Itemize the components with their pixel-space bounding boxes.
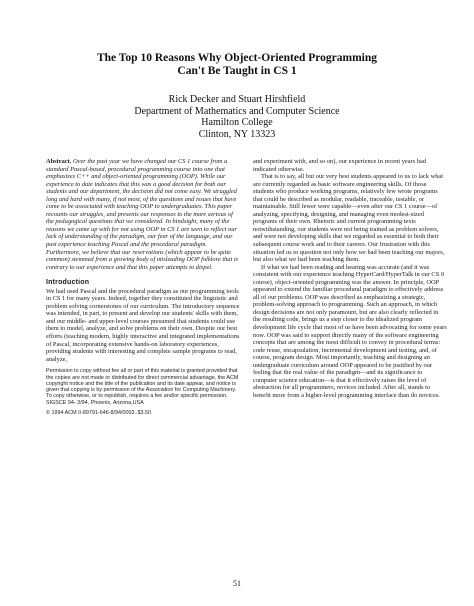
title-line-2: Can't Be Taught in CS 1: [177, 65, 297, 77]
right-paragraph-3: If what we had been reading and hearing was accurate (and it was consistent with our experience teaching HyperCard/HyperTalk in our CS 0 course), object-oriented programming was the answer. In principle, OOP appeared to extend the familiar procedural paradigm to effectively address all of our problems. OOP was described as emphasizing a strategic, problem-solving approach to programming. Such an approach, in which design decisions are not only paramount, but are also clearly reflected in the resulting code, brings us a step closer to the idealized program development life cycle that most of us have been advocating for some years now. OOP was said to support directly many of the software engineering concepts that are among the most difficult to convey in procedural terms: code reuse, encapsulation, incremental development and testing, and, of course, program design. Most importantly, teaching and designing an undergraduate curriculum around OOP appeared to be justified by our feeling that the real value of the paradigm—and its significance to computer science education—is that it effectively raises the level of abstraction for all programmers, novices included. After all, stands to benefit more from a higher-level programming interface than do novices.: [253, 263, 447, 399]
abstract: [46, 158, 240, 271]
abstract-label: Abstract.: [46, 158, 72, 165]
permission-notice: [46, 368, 240, 406]
author-institution: Hamilton College: [201, 117, 273, 128]
left-column: [46, 158, 240, 416]
paper-title: [40, 52, 434, 78]
introduction-text: We had used Pascal and the procedural paradigm as our programming tools in CS 1 for many years. Indeed, together they constituted the linguistic and problem solving cornerstones of our curriculum. The introductory sequence was intended, in part, to present and develop our students' skills with them, and our middle- and upper-level courses presumed that students could use them to model, analyze, and solve problems on their own. Despite our best efforts (teaching modern, highly interactive and integrated implementations of Pascal, incorporating extensive hands-on laboratory experiences, providing students with interesting and complete sample programs to read, analyze,: [46, 287, 240, 363]
author-names: Rick Decker and Stuart Hirshfield: [168, 94, 306, 105]
right-column: [253, 158, 447, 400]
right-paragraph-1: and experiment with, and so on), our experience in recent years had indicated otherwise.: [253, 158, 427, 173]
copyright-line: [46, 410, 240, 416]
author-location: Clinton, NY 13323: [198, 128, 276, 140]
author-department: Department of Mathematics and Computer Science: [134, 105, 340, 117]
page-number: 51: [233, 579, 241, 588]
right-paragraph-2: That is to say, all but our very best students appeared to us to lack what are currently regarded as basic software engineering skills. Of those students who produce working programs, relatively few wrote programs that could be described as modular, readable, traceable, testable, or maintainable. Still fewer were capable—even after our CS 1 course—of analyzing, specifying, designing, and managing even modest-sized programs of their own. Rhetoric and current programming texts notwithstanding, our students were not being trained as problem solvers, and were not developing skills that we regarded as essential to both their subsequent course work and to their careers. Our frustration with this situation led us to question not only how we had been teaching our majors, but also what we had been teaching them.: [253, 173, 445, 264]
author-block: [40, 94, 434, 140]
introduction-heading: Introduction: [46, 279, 90, 287]
permission-text: Permission to copy without fee all or part of this material is granted provided that the copies are not made or distributed for direct commercial advantage, the ACM copyright notice and the title of the publication and its date appear, and notice is given that copying is by permission of the Association for Computing Machinery. To copy otherwise, or to republish, requires a fee and/or specific permission.: [46, 368, 239, 400]
conference-info: SIGSCE 94- 3/94, Phoenix, Arizona,USA: [46, 399, 144, 406]
title-line-1: The Top 10 Reasons Why Object-Oriented Programming: [96, 52, 378, 64]
abstract-text: Over the past year we have changed our CS 1 course from a standard Pascal-based, procedural programming course into one that emphasizes C++ and object-oriented programming (OOP). While our experience to date indicates that this was a good decision for both our students and our department, the decision did not come easy. We struggled long and hard with many, if not most, of the questions and issues that have come to be associated with teaching OOP to undergraduates. This paper recounts our struggles, and presents our responses to the more serious of the pedagogical questions that we considered. In hindsight, many of the reasons we came up with for not using OOP in CS 1 are seen to reflect our lack of understanding of the paradigm, our fear of the language, and our past experience teaching Pascal and the procedural paradigm. Furthermore, we believe that our reservations (which appear to be quite common) stemmed from a growing body of misleading OOP folklore that is contrary to our experience and that this paper attempts to dispel.: [46, 158, 239, 271]
copyright-text: © 1994 ACM 0-89791-646-8/94/0003..$3.50: [46, 410, 151, 416]
